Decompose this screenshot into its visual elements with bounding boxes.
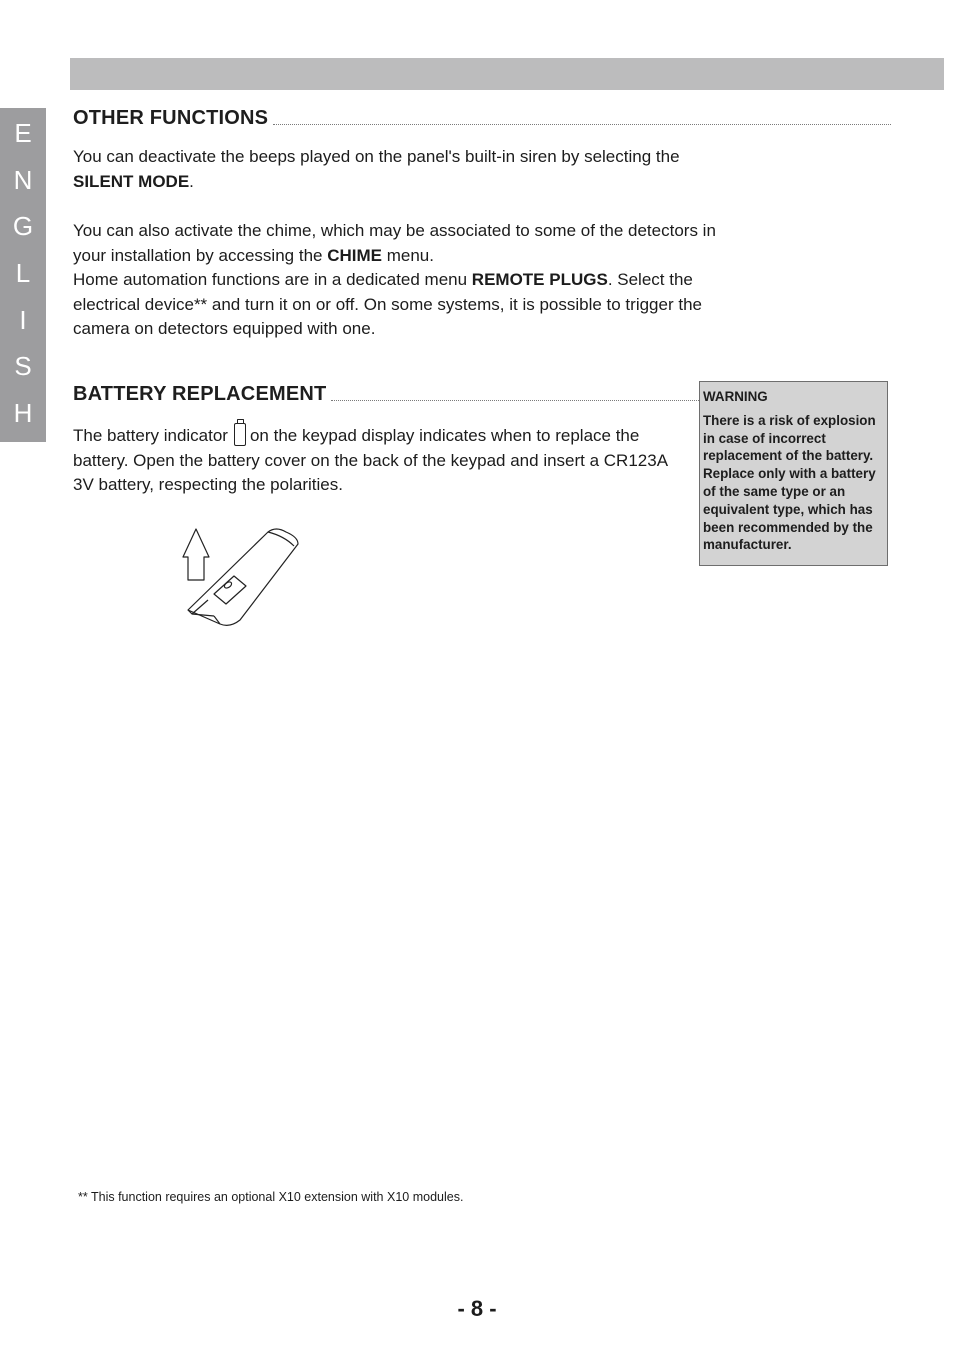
dotted-leader — [331, 399, 699, 401]
text: The battery indicator — [73, 426, 228, 445]
battery-cover-illustration — [180, 522, 310, 632]
section-title: OTHER FUNCTIONS — [73, 107, 269, 129]
battery-paragraph — [73, 423, 683, 498]
arrow-up-icon — [183, 529, 209, 580]
footnote: ** This function requires an optional X10 extension with X10 modules. — [78, 1190, 464, 1204]
language-letter: H — [13, 397, 33, 428]
section-title: BATTERY REPLACEMENT — [73, 383, 327, 405]
silent-mode-term: SILENT MODE — [73, 171, 190, 191]
language-tab — [0, 108, 46, 442]
language-letter: G — [12, 211, 34, 242]
warning-box — [699, 381, 888, 566]
page-number: - 8 - — [457, 1296, 497, 1321]
chime-paragraph — [73, 219, 743, 342]
text: . — [189, 171, 194, 191]
battery-replacement-heading — [73, 383, 699, 405]
remote-plugs-term: REMOTE PLUGS — [471, 270, 608, 289]
text: on the keypad display indicates when to replace the battery. Open the battery cover on the back of the keypad and insert a CR123A 3V battery, respecting the polarities. — [73, 426, 668, 494]
language-letter: E — [14, 118, 32, 149]
text: menu. — [381, 245, 434, 265]
language-letter: L — [15, 257, 31, 288]
battery-icon — [234, 423, 246, 446]
other-functions-heading — [73, 107, 891, 129]
chime-term: CHIME — [327, 245, 382, 265]
language-letter: N — [13, 164, 33, 195]
warning-title: WARNING — [703, 389, 768, 404]
warning-text: There is a risk of explosion in case of incorrect replacement of the battery. Replace only with a battery of the same type or an equivalent type, which has been recommended by the manufacturer. — [703, 412, 876, 553]
text: You can also activate the chime, which may be associated to some of the detectors in your installation by accessing the — [73, 221, 716, 265]
text: You can deactivate the beeps played on the panel's built-in siren by selecting the — [73, 147, 680, 166]
language-letter: I — [19, 304, 27, 335]
text: . Select the electrical device** and turn it on or off. On some systems, it is possible to trigger the camera on detectors equipped with one. — [73, 270, 702, 338]
language-letter: S — [14, 351, 32, 382]
silent-mode-paragraph — [73, 145, 743, 194]
text: Home automation functions are in a dedicated menu — [73, 270, 472, 289]
header-bar — [70, 58, 944, 90]
dotted-leader — [273, 123, 891, 125]
